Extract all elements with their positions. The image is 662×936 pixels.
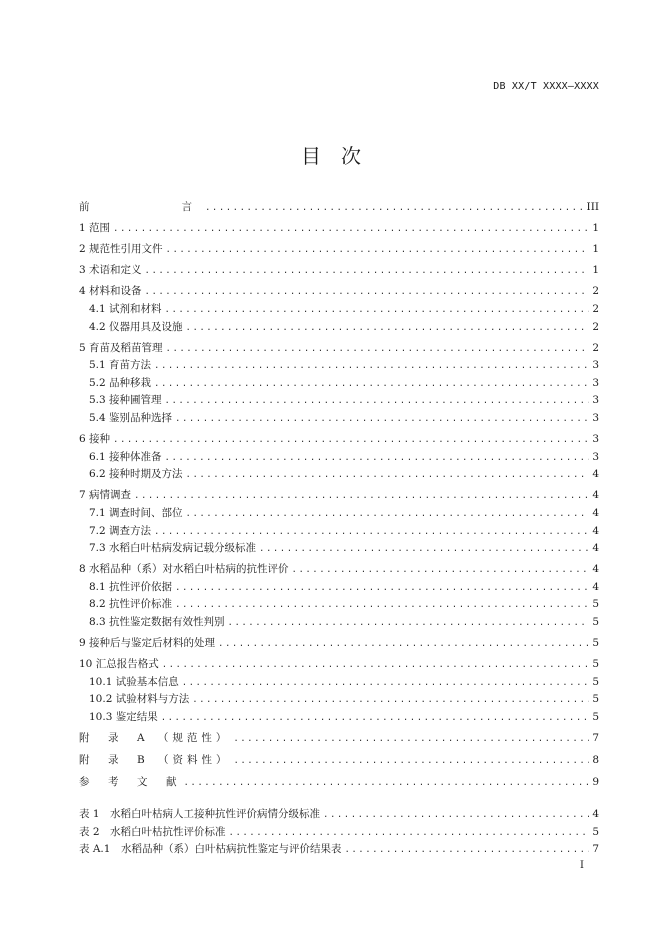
toc-entry-page: 2 xyxy=(592,285,599,298)
toc-entry-label: 1 范围 xyxy=(79,222,111,235)
toc-entry-page: 5 xyxy=(592,598,599,611)
toc-entry[interactable] xyxy=(79,410,599,428)
toc-entry-page: 4 xyxy=(592,468,599,481)
toc-entry-page: 2 xyxy=(592,341,599,354)
toc-entry-label: 4 材料和设备 xyxy=(79,285,142,298)
toc-entry[interactable] xyxy=(79,749,599,771)
toc-entry[interactable] xyxy=(79,727,599,749)
toc-entry-label: 9 接种后与鉴定后材料的处理 xyxy=(79,637,216,650)
toc-entry[interactable] xyxy=(79,340,599,358)
toc-entry[interactable] xyxy=(79,841,599,859)
toc-leader-dots xyxy=(113,221,589,239)
toc-entry-page: III xyxy=(586,201,599,213)
toc-entry-label: 5.4 鉴别品种选择 xyxy=(89,412,173,425)
toc-entry-page: 7 xyxy=(592,731,599,744)
toc-entry-label: 7.2 调查方法 xyxy=(89,524,152,537)
toc-entry-label: 前 言 xyxy=(79,201,202,213)
toc-leader-dots xyxy=(134,488,589,506)
document-code: DB XX/T XXXX—XXXX xyxy=(493,81,599,92)
toc-entry-label: 5 育苗及稻苗管理 xyxy=(79,341,163,354)
toc-leader-dots xyxy=(228,615,590,633)
toc-entry-page: 5 xyxy=(592,711,599,724)
toc-leader-dots xyxy=(175,597,589,615)
toc-entry-label: 8.1 抗性评价依据 xyxy=(89,580,173,593)
toc-entry-page: 4 xyxy=(592,808,599,820)
toc-entry-label: 5.1 育苗方法 xyxy=(89,359,152,372)
toc-leader-dots xyxy=(182,675,590,693)
toc-entry-page: 3 xyxy=(592,376,599,389)
toc-entry[interactable] xyxy=(79,283,599,301)
toc-leader-dots xyxy=(165,302,590,320)
toc-leader-dots xyxy=(259,541,589,559)
toc-entry-label: 6.2 接种时期及方法 xyxy=(89,468,183,481)
toc-entry-page: 3 xyxy=(592,412,599,425)
toc-entry-page: 3 xyxy=(592,394,599,407)
toc-leader-dots xyxy=(162,657,590,675)
toc-entry[interactable] xyxy=(79,487,599,505)
toc-entry[interactable] xyxy=(79,579,599,597)
toc-entry-label: 8.2 抗性评价标准 xyxy=(89,598,173,611)
toc-entry-page: 4 xyxy=(592,489,599,502)
toc-entry[interactable] xyxy=(79,656,599,674)
toc-entry-label: 附 录 B （资料性） xyxy=(79,753,231,766)
toc-entry[interactable] xyxy=(79,357,599,375)
toc-entry-label: 表 1 水稻白叶枯病人工接种抗性评价病情分级标准 xyxy=(79,808,321,820)
toc-entry-page: 4 xyxy=(592,524,599,537)
toc-entry[interactable] xyxy=(79,771,599,793)
toc-entry[interactable] xyxy=(79,596,599,614)
toc-leader-dots xyxy=(175,580,589,598)
toc-entry-page: 2 xyxy=(592,320,599,333)
toc-leader-dots xyxy=(218,636,589,654)
toc-entry-page: 5 xyxy=(592,637,599,650)
toc-leader-dots xyxy=(323,807,589,825)
toc-entry-label: 5.3 接种圃管理 xyxy=(89,394,162,407)
toc-leader-dots xyxy=(233,728,589,750)
toc-leader-dots xyxy=(186,506,590,524)
toc-entry-page: 5 xyxy=(592,616,599,629)
toc-entry[interactable] xyxy=(79,540,599,558)
toc-entry[interactable] xyxy=(79,523,599,541)
toc-entry-label: 参 考 文 献 xyxy=(79,775,181,788)
toc-entry[interactable] xyxy=(79,691,599,709)
toc-entry[interactable] xyxy=(79,375,599,393)
toc-leader-dots xyxy=(192,692,589,710)
toc-entry-page: 4 xyxy=(592,507,599,519)
toc-entry-label: 10.2 试验材料与方法 xyxy=(89,693,190,706)
toc-leader-dots xyxy=(233,750,589,772)
toc-entry-label: 4.1 试剂和材料 xyxy=(89,302,162,315)
toc-leader-dots xyxy=(229,825,590,843)
toc-entry-label: 2 规范性引用文件 xyxy=(79,243,163,256)
toc-entry-page: 7 xyxy=(592,843,599,856)
toc-entry[interactable] xyxy=(79,505,599,523)
toc-leader-dots xyxy=(113,432,589,450)
toc-entry[interactable] xyxy=(79,674,599,692)
toc-entry-page: 3 xyxy=(592,433,599,446)
toc-entry-page: 5 xyxy=(592,658,599,671)
toc-entry-page: 4 xyxy=(592,580,599,593)
toc-leader-dots xyxy=(186,467,590,485)
toc-leader-dots xyxy=(154,376,589,394)
toc-entry-label: 5.2 品种移栽 xyxy=(89,376,152,389)
toc-entry[interactable] xyxy=(79,241,599,259)
toc-entry-label: 10 汇总报告格式 xyxy=(79,658,159,671)
toc-entry[interactable] xyxy=(79,220,599,238)
toc-entry[interactable] xyxy=(79,301,599,319)
toc-entry-label: 3 术语和定义 xyxy=(79,264,142,277)
toc-leader-dots xyxy=(175,411,589,429)
toc-entry-page: 1 xyxy=(592,243,599,256)
toc-leader-dots xyxy=(165,450,590,468)
toc-leader-dots xyxy=(292,562,590,580)
toc-entry-page: 4 xyxy=(592,542,599,555)
toc-leader-dots xyxy=(145,263,590,281)
toc-entry[interactable] xyxy=(79,709,599,727)
toc-entry-page: 1 xyxy=(592,264,599,277)
toc-entry[interactable] xyxy=(79,614,599,632)
toc-entry[interactable] xyxy=(79,199,599,217)
toc-entry[interactable] xyxy=(79,449,599,467)
toc-leader-dots xyxy=(165,393,590,411)
toc-entry-page: 2 xyxy=(592,302,599,315)
toc-entry-page: 4 xyxy=(592,563,599,576)
toc-entry[interactable] xyxy=(79,392,599,410)
toc-entry[interactable] xyxy=(79,806,599,824)
toc-leader-dots xyxy=(205,200,584,218)
toc-entry-page: 8 xyxy=(592,753,599,766)
toc-entry-label: 4.2 仪器用具及设施 xyxy=(89,320,183,333)
toc-leader-dots xyxy=(161,710,590,728)
toc-entry-page: 9 xyxy=(592,775,599,788)
toc-leader-dots xyxy=(166,341,590,359)
toc-entry-label: 10.3 鉴定结果 xyxy=(89,711,158,724)
toc-entry-label: 7.3 水稻白叶枯病发病记载分级标准 xyxy=(89,542,257,555)
toc-entry-label: 7.1 调查时间、部位 xyxy=(89,507,183,519)
toc-entry[interactable] xyxy=(79,431,599,449)
toc-entry[interactable] xyxy=(79,561,599,579)
page-number: I xyxy=(580,860,584,871)
toc-entry[interactable] xyxy=(79,262,599,280)
toc-entry-label: 8.3 抗性鉴定数据有效性判别 xyxy=(89,616,225,629)
toc-entry-page: 1 xyxy=(592,222,599,235)
toc-entry-label: 6 接种 xyxy=(79,433,111,446)
toc-leader-dots xyxy=(184,772,590,794)
toc-entry-label: 7 病情调查 xyxy=(79,489,132,502)
table-of-contents xyxy=(79,199,599,793)
toc-entry[interactable] xyxy=(79,824,599,842)
toc-entry-page: 5 xyxy=(592,693,599,706)
list-of-tables xyxy=(79,806,599,859)
toc-entry-label: 6.1 接种体准备 xyxy=(89,450,162,463)
toc-leader-dots xyxy=(186,320,590,338)
toc-entry-page: 3 xyxy=(592,450,599,463)
page-title: 目 次 xyxy=(301,144,361,168)
toc-entry[interactable] xyxy=(79,466,599,484)
toc-entry-label: 8 水稻品种（系）对水稻白叶枯病的抗性评价 xyxy=(79,563,289,576)
toc-entry[interactable] xyxy=(79,319,599,337)
toc-entry-page: 5 xyxy=(592,825,599,838)
toc-entry-page: 5 xyxy=(592,675,599,688)
toc-leader-dots xyxy=(344,842,589,860)
toc-leader-dots xyxy=(145,284,590,302)
toc-leader-dots xyxy=(166,242,590,260)
toc-entry-label: 表 A.1 水稻品种（系）白叶枯病抗性鉴定与评价结果表 xyxy=(79,843,342,856)
toc-leader-dots xyxy=(154,524,589,542)
toc-entry-label: 附 录 A （规范性） xyxy=(79,731,231,744)
toc-entry[interactable] xyxy=(79,635,599,653)
toc-leader-dots xyxy=(154,358,589,376)
toc-entry-page: 3 xyxy=(592,359,599,372)
toc-entry-label: 表 2 水稻白叶枯抗性评价标准 xyxy=(79,825,226,838)
toc-entry-label: 10.1 试验基本信息 xyxy=(89,675,179,688)
